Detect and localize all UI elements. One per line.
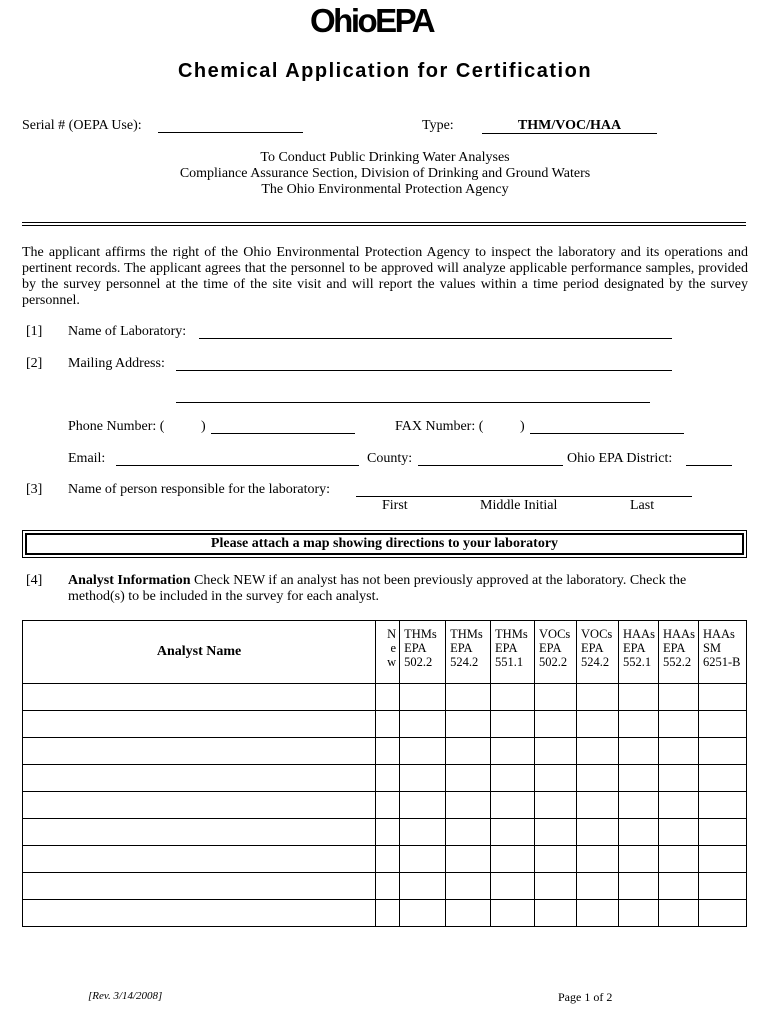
method-checkbox-cell[interactable]	[446, 846, 491, 873]
method-checkbox-cell[interactable]	[491, 765, 535, 792]
new-checkbox-cell[interactable]	[376, 819, 400, 846]
county-label: County:	[367, 451, 413, 466]
method-checkbox-cell[interactable]	[535, 873, 577, 900]
table-row	[23, 684, 747, 711]
method-checkbox-cell[interactable]	[400, 684, 446, 711]
method-checkbox-cell[interactable]	[577, 873, 619, 900]
method-checkbox-cell[interactable]	[400, 711, 446, 738]
new-checkbox-cell[interactable]	[376, 846, 400, 873]
analyst-instructions-line-2: method(s) to be included in the survey for each analyst.	[68, 589, 380, 604]
method-checkbox-cell[interactable]	[619, 711, 659, 738]
analyst-heading: Analyst Information	[68, 573, 191, 588]
method-checkbox-cell[interactable]	[535, 711, 577, 738]
page-title: Chemical Application for Certification	[177, 60, 593, 82]
method-checkbox-cell[interactable]	[400, 765, 446, 792]
method-checkbox-cell[interactable]	[400, 819, 446, 846]
method-checkbox-cell[interactable]	[577, 846, 619, 873]
mailing-address-field-2[interactable]	[176, 388, 650, 403]
serial-field[interactable]	[158, 118, 303, 133]
new-checkbox-cell[interactable]	[376, 738, 400, 765]
method-header-thms-502-2: THMs EPA 502.2	[400, 621, 446, 684]
new-checkbox-cell[interactable]	[376, 873, 400, 900]
analyst-name-cell[interactable]	[23, 873, 376, 900]
last-name-caption: Last	[630, 498, 655, 513]
method-header-thms-524-2: THMs EPA 524.2	[446, 621, 491, 684]
method-checkbox-cell[interactable]	[446, 900, 491, 927]
method-checkbox-cell[interactable]	[658, 873, 698, 900]
table-row	[23, 738, 747, 765]
method-header-vocs-524-2: VOCs EPA 524.2	[577, 621, 619, 684]
method-checkbox-cell[interactable]	[698, 900, 746, 927]
new-checkbox-cell[interactable]	[376, 765, 400, 792]
table-row	[23, 765, 747, 792]
analyst-name-cell[interactable]	[23, 684, 376, 711]
method-checkbox-cell[interactable]	[658, 765, 698, 792]
table-row	[23, 792, 747, 819]
method-checkbox-cell[interactable]	[698, 792, 746, 819]
method-checkbox-cell[interactable]	[658, 819, 698, 846]
method-checkbox-cell[interactable]	[658, 711, 698, 738]
phone-close-paren: )	[201, 419, 206, 434]
method-checkbox-cell[interactable]	[491, 711, 535, 738]
method-checkbox-cell[interactable]	[577, 711, 619, 738]
page-number: Page 1 of 2	[558, 990, 613, 1004]
method-checkbox-cell[interactable]	[446, 792, 491, 819]
method-header-haas-6251-b: HAAs SM 6251-B	[698, 621, 746, 684]
method-checkbox-cell[interactable]	[698, 765, 746, 792]
table-row	[23, 711, 747, 738]
method-checkbox-cell[interactable]	[446, 738, 491, 765]
method-checkbox-cell[interactable]	[535, 846, 577, 873]
analyst-name-cell[interactable]	[23, 738, 376, 765]
new-checkbox-cell[interactable]	[376, 900, 400, 927]
fax-close-paren: )	[520, 419, 525, 434]
method-checkbox-cell[interactable]	[400, 792, 446, 819]
method-checkbox-cell[interactable]	[400, 846, 446, 873]
method-checkbox-cell[interactable]	[535, 684, 577, 711]
table-row	[23, 873, 747, 900]
fax-field[interactable]	[530, 419, 684, 434]
new-checkbox-cell[interactable]	[376, 684, 400, 711]
analyst-instructions	[68, 573, 686, 589]
double-divider	[22, 222, 746, 226]
method-checkbox-cell[interactable]	[619, 873, 659, 900]
new-header: N e w	[376, 621, 400, 684]
method-checkbox-cell[interactable]	[491, 846, 535, 873]
method-checkbox-cell[interactable]	[658, 684, 698, 711]
lab-name-label: Name of Laboratory:	[68, 324, 187, 339]
analyst-instructions-line-1: Check NEW if an analyst has not been previously approved at the laboratory. Check the	[190, 573, 687, 588]
method-checkbox-cell[interactable]	[446, 765, 491, 792]
analyst-name-cell[interactable]	[23, 846, 376, 873]
intro-paragraph: The applicant affirms the right of the Ohio Environmental Protection Agency to inspect the laboratory and its operations and pertinent records. The applicant agrees that the personnel to be approved will analyze applicable performance samples, provided by the survey personnel at the time of the site visit and will report the values within a time period designated by the survey personnel.	[22, 245, 748, 308]
email-field[interactable]	[116, 451, 359, 466]
phone-field[interactable]	[211, 419, 355, 434]
method-checkbox-cell[interactable]	[658, 900, 698, 927]
subtitle-line-3: The Ohio Environmental Protection Agency	[261, 182, 509, 197]
revision-date: [Rev. 3/14/2008]	[88, 990, 163, 1002]
method-checkbox-cell[interactable]	[446, 873, 491, 900]
method-header-vocs-502-2: VOCs EPA 502.2	[535, 621, 577, 684]
method-checkbox-cell[interactable]	[619, 684, 659, 711]
method-checkbox-cell[interactable]	[535, 765, 577, 792]
table-row	[23, 846, 747, 873]
method-checkbox-cell[interactable]	[698, 819, 746, 846]
method-checkbox-cell[interactable]	[658, 792, 698, 819]
method-checkbox-cell[interactable]	[619, 900, 659, 927]
method-checkbox-cell[interactable]	[577, 792, 619, 819]
method-checkbox-cell[interactable]	[619, 846, 659, 873]
method-checkbox-cell[interactable]	[491, 819, 535, 846]
item-number-3: [3]	[26, 482, 43, 497]
analyst-name-cell[interactable]	[23, 765, 376, 792]
method-checkbox-cell[interactable]	[535, 792, 577, 819]
responsible-person-field[interactable]	[356, 482, 692, 497]
responsible-person-label: Name of person responsible for the laboratory:	[68, 482, 331, 497]
county-field[interactable]	[418, 451, 563, 466]
method-checkbox-cell[interactable]	[658, 738, 698, 765]
map-notice-text: Please attach a map showing directions to your laboratory	[25, 533, 744, 555]
lab-name-field[interactable]	[199, 324, 672, 339]
middle-initial-caption: Middle Initial	[480, 498, 558, 513]
type-label: Type:	[422, 118, 454, 133]
method-checkbox-cell[interactable]	[577, 765, 619, 792]
table-header-row	[23, 621, 747, 684]
analyst-name-cell[interactable]	[23, 900, 376, 927]
method-checkbox-cell[interactable]	[658, 846, 698, 873]
method-checkbox-cell[interactable]	[446, 711, 491, 738]
map-notice-box	[22, 530, 747, 558]
method-checkbox-cell[interactable]	[535, 738, 577, 765]
method-checkbox-cell[interactable]	[491, 684, 535, 711]
method-checkbox-cell[interactable]	[400, 873, 446, 900]
phone-label: Phone Number: (	[68, 419, 165, 434]
type-value: THM/VOC/HAA	[482, 118, 657, 134]
method-checkbox-cell[interactable]	[619, 819, 659, 846]
district-label: Ohio EPA District:	[567, 451, 673, 466]
item-number-2: [2]	[26, 356, 43, 371]
email-label: Email:	[68, 451, 106, 466]
table-row	[23, 900, 747, 927]
method-checkbox-cell[interactable]	[446, 819, 491, 846]
serial-label: Serial # (OEPA Use):	[22, 118, 142, 133]
district-field[interactable]	[686, 451, 732, 466]
method-header-haas-552-1: HAAs EPA 552.1	[619, 621, 659, 684]
method-checkbox-cell[interactable]	[698, 684, 746, 711]
item-number-1: [1]	[26, 324, 43, 339]
method-checkbox-cell[interactable]	[491, 900, 535, 927]
method-checkbox-cell[interactable]	[446, 684, 491, 711]
method-checkbox-cell[interactable]	[619, 792, 659, 819]
analyst-table	[22, 620, 747, 927]
method-checkbox-cell[interactable]	[491, 792, 535, 819]
method-checkbox-cell[interactable]	[535, 900, 577, 927]
method-checkbox-cell[interactable]	[698, 711, 746, 738]
item-number-4: [4]	[26, 573, 43, 588]
new-checkbox-cell[interactable]	[376, 792, 400, 819]
analyst-name-cell[interactable]	[23, 792, 376, 819]
analyst-name-cell[interactable]	[23, 819, 376, 846]
subtitle-line-1: To Conduct Public Drinking Water Analyses	[260, 150, 510, 165]
mailing-address-field-1[interactable]	[176, 356, 672, 371]
method-checkbox-cell[interactable]	[400, 900, 446, 927]
ohio-epa-logo	[310, 2, 445, 36]
mailing-address-label: Mailing Address:	[68, 356, 165, 371]
svg-text:OhioEPA: OhioEPA	[310, 2, 434, 36]
analyst-name-header: Analyst Name	[23, 621, 376, 684]
method-checkbox-cell[interactable]	[577, 900, 619, 927]
method-checkbox-cell[interactable]	[698, 738, 746, 765]
method-checkbox-cell[interactable]	[400, 738, 446, 765]
method-checkbox-cell[interactable]	[577, 738, 619, 765]
analyst-name-cell[interactable]	[23, 711, 376, 738]
table-row	[23, 819, 747, 846]
method-checkbox-cell[interactable]	[698, 846, 746, 873]
method-checkbox-cell[interactable]	[619, 738, 659, 765]
method-checkbox-cell[interactable]	[619, 765, 659, 792]
method-header-thms-551-1: THMs EPA 551.1	[491, 621, 535, 684]
method-checkbox-cell[interactable]	[535, 819, 577, 846]
subtitle-line-2: Compliance Assurance Section, Division of Drinking and Ground Waters	[179, 166, 591, 181]
method-checkbox-cell[interactable]	[698, 873, 746, 900]
method-checkbox-cell[interactable]	[491, 873, 535, 900]
method-checkbox-cell[interactable]	[491, 738, 535, 765]
method-header-haas-552-2: HAAs EPA 552.2	[658, 621, 698, 684]
new-checkbox-cell[interactable]	[376, 711, 400, 738]
first-name-caption: First	[382, 498, 408, 513]
method-checkbox-cell[interactable]	[577, 684, 619, 711]
method-checkbox-cell[interactable]	[577, 819, 619, 846]
fax-label: FAX Number: (	[395, 419, 484, 434]
